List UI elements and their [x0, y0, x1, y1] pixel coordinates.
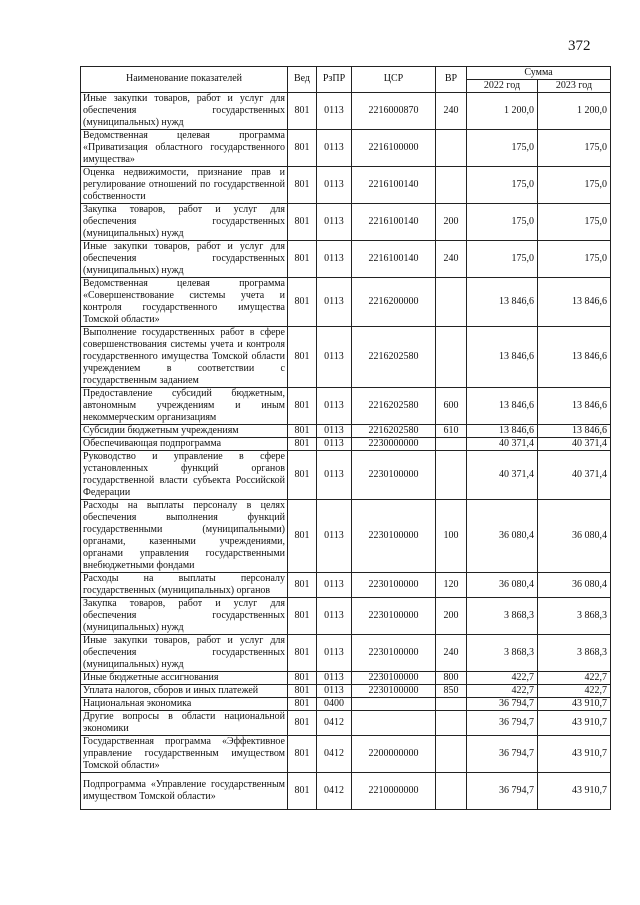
row-csr: 2216202580 [352, 326, 436, 387]
table-row [81, 710, 611, 735]
row-rzpr: 0113 [317, 326, 352, 387]
table-row [81, 129, 611, 166]
row-rzpr: 0400 [317, 697, 352, 710]
row-name: Обеспечивающая подпрограмма [81, 437, 288, 450]
table-row [81, 277, 611, 326]
row-sum-2022: 13 846,6 [467, 424, 538, 437]
row-sum-2022: 3 868,3 [467, 634, 538, 671]
row-sum-2022: 40 371,4 [467, 450, 538, 499]
row-name: Иные закупки товаров, работ и услуг для обеспечения государственных (муниципальных) нужд [81, 92, 288, 129]
row-csr: 2230100000 [352, 597, 436, 634]
budget-table [80, 66, 611, 810]
table-row [81, 684, 611, 697]
row-name: Иные закупки товаров, работ и услуг для обеспечения государственных (муниципальных) нужд [81, 634, 288, 671]
row-csr: 2216100140 [352, 240, 436, 277]
row-vr: 800 [436, 671, 467, 684]
row-csr: 2216100140 [352, 166, 436, 203]
header-vr: ВР [436, 67, 467, 93]
row-csr: 2230100000 [352, 684, 436, 697]
row-sum-2022: 422,7 [467, 684, 538, 697]
table-row [81, 203, 611, 240]
table-row [81, 92, 611, 129]
row-sum-2022: 422,7 [467, 671, 538, 684]
table-row [81, 450, 611, 499]
row-sum-2022: 40 371,4 [467, 437, 538, 450]
row-rzpr: 0113 [317, 277, 352, 326]
row-rzpr: 0113 [317, 671, 352, 684]
row-ved: 801 [288, 387, 317, 424]
table-row [81, 597, 611, 634]
row-name: Другие вопросы в области национальной экономики [81, 710, 288, 735]
row-ved: 801 [288, 684, 317, 697]
row-sum-2023: 13 846,6 [538, 387, 611, 424]
table-row [81, 735, 611, 772]
row-name: Национальная экономика [81, 697, 288, 710]
row-rzpr: 0113 [317, 634, 352, 671]
row-rzpr: 0113 [317, 450, 352, 499]
row-rzpr: 0113 [317, 597, 352, 634]
row-vr: 200 [436, 597, 467, 634]
row-sum-2023: 13 846,6 [538, 326, 611, 387]
row-rzpr: 0113 [317, 572, 352, 597]
row-sum-2023: 13 846,6 [538, 424, 611, 437]
row-csr: 2230100000 [352, 450, 436, 499]
row-sum-2022: 175,0 [467, 203, 538, 240]
row-ved: 801 [288, 710, 317, 735]
row-name: Руководство и управление в сфере установленных функций органов государственной власти субъекта Российской Федерации [81, 450, 288, 499]
row-vr [436, 166, 467, 203]
row-ved: 801 [288, 450, 317, 499]
table-row [81, 240, 611, 277]
table-row [81, 424, 611, 437]
row-sum-2022: 36 080,4 [467, 499, 538, 572]
row-sum-2022: 175,0 [467, 166, 538, 203]
row-csr [352, 697, 436, 710]
row-ved: 801 [288, 92, 317, 129]
row-sum-2023: 43 910,7 [538, 735, 611, 772]
row-sum-2023: 175,0 [538, 129, 611, 166]
row-ved: 801 [288, 499, 317, 572]
table-row [81, 697, 611, 710]
row-rzpr: 0412 [317, 710, 352, 735]
row-ved: 801 [288, 735, 317, 772]
row-vr: 100 [436, 499, 467, 572]
row-rzpr: 0412 [317, 772, 352, 809]
row-sum-2023: 422,7 [538, 671, 611, 684]
row-ved: 801 [288, 424, 317, 437]
row-csr: 2216100140 [352, 203, 436, 240]
row-name: Закупка товаров, работ и услуг для обеспечения государственных (муниципальных) нужд [81, 597, 288, 634]
row-sum-2023: 175,0 [538, 203, 611, 240]
row-ved: 801 [288, 326, 317, 387]
row-sum-2022: 3 868,3 [467, 597, 538, 634]
row-vr: 850 [436, 684, 467, 697]
row-sum-2022: 36 794,7 [467, 710, 538, 735]
row-csr: 2230100000 [352, 499, 436, 572]
row-rzpr: 0113 [317, 92, 352, 129]
row-vr: 240 [436, 634, 467, 671]
row-vr: 200 [436, 203, 467, 240]
row-sum-2023: 1 200,0 [538, 92, 611, 129]
header-csr: ЦСР [352, 67, 436, 93]
row-sum-2022: 13 846,6 [467, 277, 538, 326]
table-row [81, 634, 611, 671]
row-ved: 801 [288, 634, 317, 671]
row-rzpr: 0113 [317, 129, 352, 166]
row-rzpr: 0113 [317, 424, 352, 437]
header-2022: 2022 год [467, 79, 538, 92]
row-sum-2023: 175,0 [538, 166, 611, 203]
header-ved: Вед [288, 67, 317, 93]
row-ved: 801 [288, 437, 317, 450]
row-csr: 2216000870 [352, 92, 436, 129]
row-rzpr: 0113 [317, 203, 352, 240]
row-vr: 600 [436, 387, 467, 424]
row-sum-2023: 43 910,7 [538, 772, 611, 809]
row-ved: 801 [288, 772, 317, 809]
row-vr: 610 [436, 424, 467, 437]
row-csr: 2216202580 [352, 387, 436, 424]
row-sum-2023: 36 080,4 [538, 499, 611, 572]
header-rzpr: РзПР [317, 67, 352, 93]
row-csr: 2230000000 [352, 437, 436, 450]
row-name: Выполнение государственных работ в сфере совершенствования системы учета и контроля государственного имущества Томской области учреждением в соответствии с государственным заданием [81, 326, 288, 387]
row-rzpr: 0113 [317, 240, 352, 277]
row-rzpr: 0113 [317, 166, 352, 203]
row-csr: 2216202580 [352, 424, 436, 437]
row-name: Иные закупки товаров, работ и услуг для обеспечения государственных (муниципальных) нужд [81, 240, 288, 277]
row-sum-2023: 43 910,7 [538, 710, 611, 735]
table-row [81, 572, 611, 597]
row-vr [436, 710, 467, 735]
row-vr [436, 277, 467, 326]
row-sum-2022: 13 846,6 [467, 387, 538, 424]
row-rzpr: 0113 [317, 437, 352, 450]
row-sum-2022: 1 200,0 [467, 92, 538, 129]
row-name: Ведомственная целевая программа «Совершенствование системы учета и контроля государственного имущества Томской области» [81, 277, 288, 326]
row-ved: 801 [288, 597, 317, 634]
row-sum-2022: 36 794,7 [467, 735, 538, 772]
row-csr: 2230100000 [352, 671, 436, 684]
row-ved: 801 [288, 697, 317, 710]
row-sum-2023: 43 910,7 [538, 697, 611, 710]
row-sum-2023: 175,0 [538, 240, 611, 277]
table-row [81, 326, 611, 387]
row-sum-2023: 13 846,6 [538, 277, 611, 326]
row-csr: 2200000000 [352, 735, 436, 772]
row-ved: 801 [288, 203, 317, 240]
row-name: Подпрограмма «Управление государственным имуществом Томской области» [81, 772, 288, 809]
row-sum-2022: 175,0 [467, 240, 538, 277]
row-csr: 2230100000 [352, 634, 436, 671]
row-vr: 240 [436, 240, 467, 277]
row-ved: 801 [288, 572, 317, 597]
row-name: Закупка товаров, работ и услуг для обеспечения государственных (муниципальных) нужд [81, 203, 288, 240]
page-number: 372 [568, 38, 591, 54]
row-csr [352, 710, 436, 735]
table-row [81, 499, 611, 572]
row-sum-2022: 175,0 [467, 129, 538, 166]
row-sum-2023: 422,7 [538, 684, 611, 697]
row-name: Уплата налогов, сборов и иных платежей [81, 684, 288, 697]
row-rzpr: 0113 [317, 684, 352, 697]
row-rzpr: 0113 [317, 499, 352, 572]
row-name: Расходы на выплаты персоналу государственных (муниципальных) органов [81, 572, 288, 597]
row-name: Расходы на выплаты персоналу в целях обеспечения выполнения функций государственными (муниципальными) органами, казенными учреждениями, органами управления государственными внебюджетными фондами [81, 499, 288, 572]
table-row [81, 437, 611, 450]
row-vr: 240 [436, 92, 467, 129]
table-body [81, 92, 611, 809]
row-csr: 2216200000 [352, 277, 436, 326]
row-sum-2023: 3 868,3 [538, 634, 611, 671]
row-rzpr: 0412 [317, 735, 352, 772]
row-rzpr: 0113 [317, 387, 352, 424]
row-vr [436, 772, 467, 809]
row-name: Ведомственная целевая программа «Приватизация областного государственного имущества» [81, 129, 288, 166]
row-csr: 2216100000 [352, 129, 436, 166]
table-row [81, 772, 611, 809]
row-sum-2022: 36 794,7 [467, 697, 538, 710]
row-ved: 801 [288, 129, 317, 166]
row-sum-2023: 40 371,4 [538, 450, 611, 499]
table-row [81, 387, 611, 424]
row-ved: 801 [288, 277, 317, 326]
row-sum-2022: 36 080,4 [467, 572, 538, 597]
table-row [81, 671, 611, 684]
row-name: Субсидии бюджетным учреждениям [81, 424, 288, 437]
row-sum-2023: 3 868,3 [538, 597, 611, 634]
row-name: Предоставление субсидий бюджетным, автономным учреждениям и иным некоммерческим организациям [81, 387, 288, 424]
row-vr [436, 326, 467, 387]
row-sum-2023: 40 371,4 [538, 437, 611, 450]
table-row [81, 166, 611, 203]
row-ved: 801 [288, 671, 317, 684]
row-sum-2023: 36 080,4 [538, 572, 611, 597]
row-vr [436, 735, 467, 772]
row-csr: 2210000000 [352, 772, 436, 809]
row-vr: 120 [436, 572, 467, 597]
row-vr [436, 697, 467, 710]
row-vr [436, 437, 467, 450]
header-2023: 2023 год [538, 79, 611, 92]
row-vr [436, 129, 467, 166]
row-csr: 2230100000 [352, 572, 436, 597]
header-sum: Сумма [467, 67, 611, 80]
row-name: Иные бюджетные ассигнования [81, 671, 288, 684]
row-ved: 801 [288, 166, 317, 203]
row-sum-2022: 13 846,6 [467, 326, 538, 387]
row-name: Оценка недвижимости, признание прав и регулирование отношений по государственной собственности [81, 166, 288, 203]
row-vr [436, 450, 467, 499]
header-name: Наименование показателей [81, 67, 288, 93]
row-name: Государственная программа «Эффективное управление государственным имуществом Томской области» [81, 735, 288, 772]
row-ved: 801 [288, 240, 317, 277]
row-sum-2022: 36 794,7 [467, 772, 538, 809]
